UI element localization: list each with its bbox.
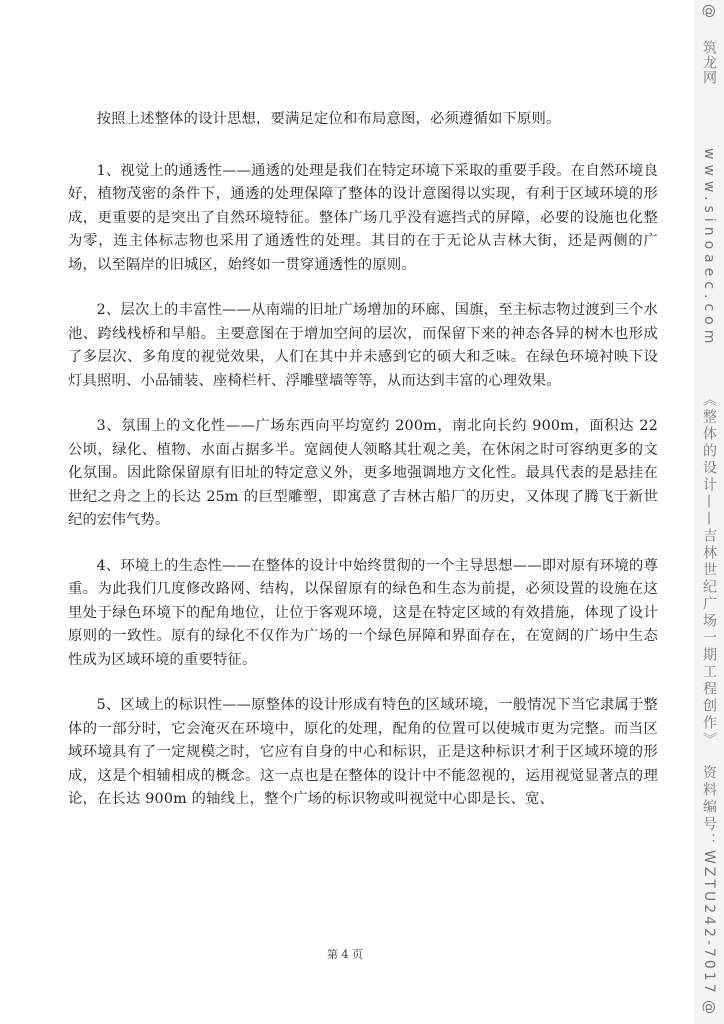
sidebar-at-symbol-top: @	[701, 4, 717, 20]
sidebar-document-code: 资料编号：WZTU242-7017	[701, 765, 717, 996]
principle-paragraph-3: 3、氛围上的文化性——广场东西向平均宽约 200m，南北向长约 900m，面积达 22 公顷，绿化、植物、水面占据多半。宽阔使人领略其壮观之美，在休闲之时可容纳更多的文化氛围。因此除保留原有旧址的特定意义外，更多地强调地方文化性。最具代表的是悬挂在世纪之舟之上的长达 25m 的巨型雕塑，即寓意了吉林古船厂的历史，又体现了腾飞于新世纪的宏伟气势。	[68, 418, 658, 528]
sidebar-url: www.sinoaec.com	[701, 148, 717, 349]
principle-paragraph-2: 2、层次上的丰富性——从南端的旧址广场增加的环廊、国旗，至主标志物过渡到三个水池、跨线栈桥和旱船。主要意图在于增加空间的层次，而保留下来的神态各异的树木也形成了多层次、多角度的视觉效果，人们在其中并未感到它的硕大和乏味。在绿色环境衬映下设灯具照明、小品铺装、座椅栏杆、浮雕壁墙等等，从而达到丰富的心理效果。	[68, 302, 658, 389]
sidebar-at-symbol-bottom: @	[701, 1000, 717, 1016]
page-number: 第 4 页	[327, 948, 363, 961]
intro-paragraph: 按照上述整体的设计思想，要满足定位和布局意图，必须遵循如下原则。	[96, 111, 561, 127]
sidebar-site-name: 筑龙网	[701, 40, 717, 85]
principle-paragraph-5: 5、区域上的标识性——原整体的设计形成有特色的区域环境，一般情况下当它隶属于整体的一部分时，它会淹灭在环境中，原化的处理，配角的位置可以使城市更为完整。而当区域环境具有了一定规模之时，它应有自身的中心和标识，正是这种标识才利于区域环境的形成，这是个相辅相成的概念。这一点也是在整体的设计中不能忽视的，运用视觉显著点的理论，在长达 900m 的轴线上，整个广场的标识物或叫视觉中心即是长、宽、	[68, 697, 658, 807]
principle-paragraph-4: 4、环境上的生态性——在整体的设计中始终贯彻的一个主导思想——即对原有环境的尊重。为此我们几度修改路网、结构，以保留原有的绿色和生态为前提，必须设置的设施在这里处于绿色环境下的配角地位，让位于客观环境，这是在特定区域的有效措施，体现了设计原则的一致性。原有的绿化不仅作为广场的一个绿色屏障和界面存在，在宽阔的广场中生态性成为区域环境的重要特征。	[68, 557, 658, 668]
document-body	[68, 108, 658, 834]
sidebar-document-title: 《整体的设计——吉林世纪广场一期工程创作》	[701, 392, 717, 749]
watermark-sidebar	[694, 0, 724, 1024]
principle-paragraph-1: 1、视觉上的通透性——通透的处理是我们在特定环境下采取的重要手段。在自然环境良好，植物茂密的条件下，通透的处理保障了整体的设计意图得以实现，有利于区域环境的形成，更重要的是突出了自然环境特征。整体广场几乎没有遮挡式的屏障，必要的设施也化整为零，连主体标志物也采用了通透性的处理。其目的在于无论从吉林大街，还是两侧的广场，以至隔岸的旧城区，始终如一贯穿通透性的原则。	[68, 162, 658, 273]
